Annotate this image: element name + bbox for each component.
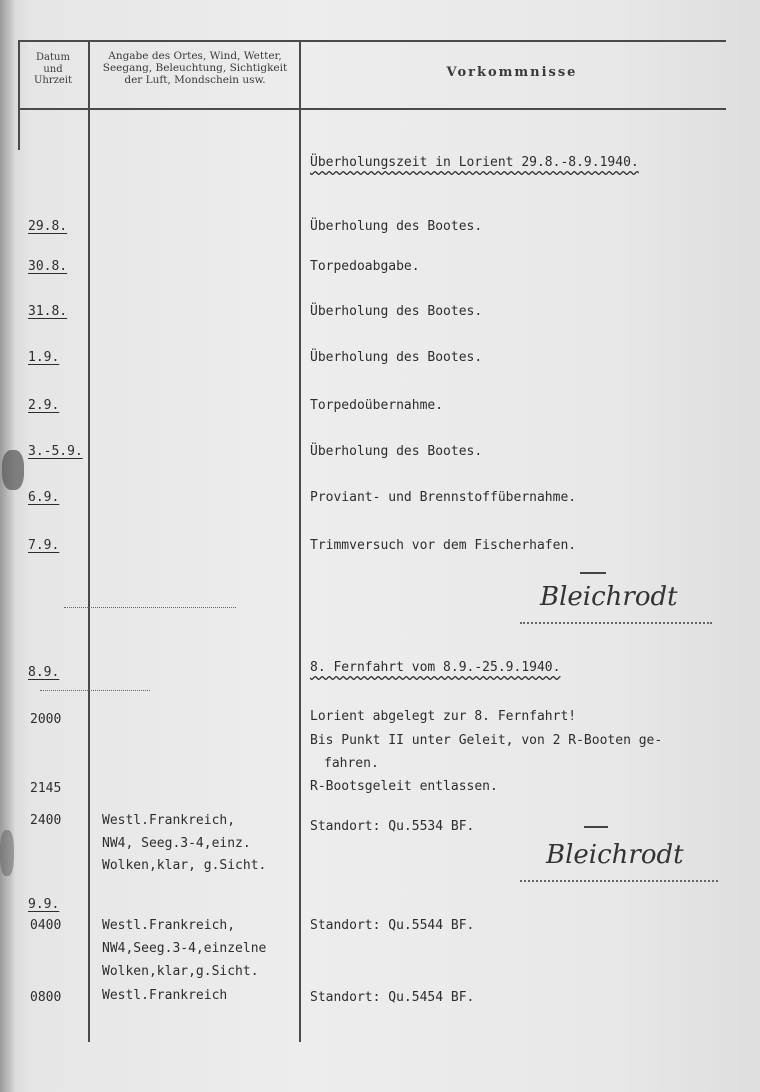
- entry-place: Wolken,klar,g.Sicht.: [102, 964, 259, 979]
- entry-time: 0800: [30, 990, 62, 1005]
- entry-text: Trimmversuch vor dem Fischerhafen.: [310, 538, 577, 553]
- entry-text: Überholung des Bootes.: [310, 304, 483, 319]
- table-top-rule: [18, 40, 726, 42]
- entry-text: Torpedoabgabe.: [310, 259, 420, 274]
- entry-time: 2145: [30, 781, 62, 796]
- entry-date: 7.9.: [28, 538, 60, 553]
- entry-date: 9.9.: [28, 897, 60, 912]
- signature-dotted-line: [520, 880, 718, 882]
- entry-place: Wolken,klar, g.Sicht.: [102, 858, 267, 873]
- separator-dots: [64, 607, 236, 608]
- commander-signature: Bleichrodt: [540, 582, 678, 612]
- entry-text: fahren.: [324, 756, 379, 771]
- entry-date: 8.9.: [28, 665, 60, 680]
- scan-smudge: [0, 830, 14, 876]
- header-vorkommnisse: Vorkommnisse: [446, 65, 578, 80]
- signature-dotted-line: [520, 622, 712, 624]
- entry-text: Bis Punkt II unter Geleit, von 2 R-Booten ge-: [310, 733, 663, 748]
- entry-text: R-Bootsgeleit entlassen.: [310, 779, 498, 794]
- scan-smudge: [2, 450, 24, 490]
- entry-place: Westl.Frankreich,: [102, 918, 236, 933]
- entry-date: 1.9.: [28, 350, 60, 365]
- section2-title: 8. Fernfahrt vom 8.9.-25.9.1940.: [310, 660, 561, 675]
- column-divider-1: [88, 40, 90, 1042]
- entry-date: 31.8.: [28, 304, 68, 319]
- header-ort: Angabe des Ortes, Wind, Wetter, Seegang, Beleuchtung, Sichtigkeit der Luft, Mondschein usw.: [102, 50, 288, 87]
- entry-date: 6.9.: [28, 490, 60, 505]
- entry-text: Überholung des Bootes.: [310, 350, 483, 365]
- left-border: [18, 40, 20, 150]
- separator-dots: [40, 690, 150, 691]
- header-datum: Datum und Uhrzeit: [33, 52, 73, 86]
- entry-place: NW4,Seeg.3-4,einzelne: [102, 941, 267, 956]
- entry-text: Standort: Qu.5454 BF.: [310, 990, 475, 1005]
- entry-text: Lorient abgelegt zur 8. Fernfahrt!: [310, 709, 577, 724]
- header-bottom-rule: [18, 108, 726, 110]
- entry-place: Westl.Frankreich,: [102, 813, 236, 828]
- entry-text: Standort: Qu.5534 BF.: [310, 819, 475, 834]
- signature-mark: [580, 572, 606, 574]
- entry-date: 30.8.: [28, 259, 68, 274]
- signature-mark: [584, 826, 608, 828]
- entry-text: Torpedoübernahme.: [310, 398, 444, 413]
- entry-date: 29.8.: [28, 219, 68, 234]
- entry-date: 3.-5.9.: [28, 444, 83, 459]
- entry-text: Überholung des Bootes.: [310, 219, 483, 234]
- entry-place: Westl.Frankreich: [102, 988, 228, 1003]
- entry-date: 2.9.: [28, 398, 60, 413]
- page-edge-shadow: [0, 0, 14, 1092]
- column-divider-2: [299, 40, 301, 1042]
- entry-text: Standort: Qu.5544 BF.: [310, 918, 475, 933]
- entry-time: 2400: [30, 813, 62, 828]
- entry-place: NW4, Seeg.3-4,einz.: [102, 836, 251, 851]
- commander-signature: Bleichrodt: [546, 840, 684, 870]
- section1-title: Überholungszeit in Lorient 29.8.-8.9.1940.: [310, 155, 639, 170]
- entry-text: Proviant- und Brennstoffübernahme.: [310, 490, 577, 505]
- entry-time: 2000: [30, 712, 62, 727]
- entry-text: Überholung des Bootes.: [310, 444, 483, 459]
- entry-time: 0400: [30, 918, 62, 933]
